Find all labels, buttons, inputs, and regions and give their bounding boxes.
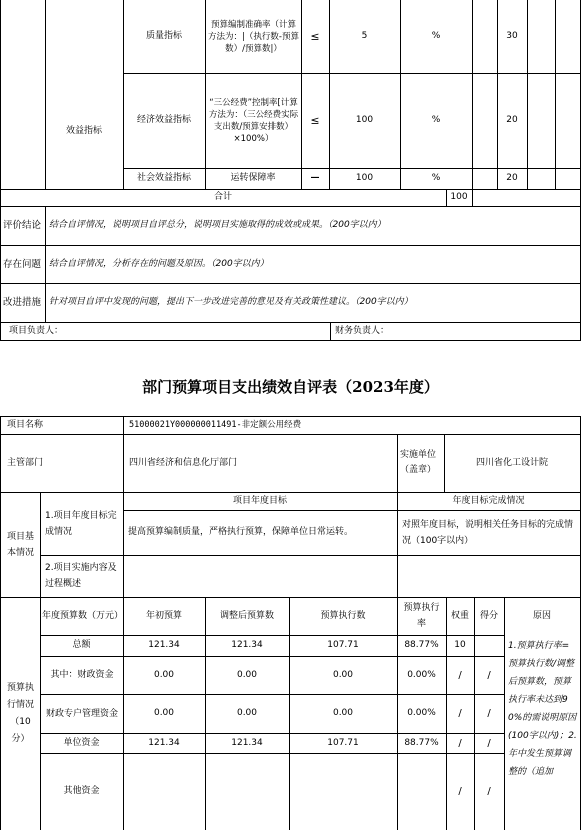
quality-operator: ≤ (310, 30, 320, 43)
row-special-initial: 0.00 (153, 708, 175, 718)
annual-goal-text: 提高预算编制质量，严格执行预算，保障单位日常运转。 (128, 527, 354, 537)
row-other-rate (397, 753, 446, 830)
row-total-label: 总额 (72, 640, 91, 650)
project-name-label: 项目名称 (7, 419, 44, 430)
row-special-score: / (487, 708, 491, 719)
row-fiscal-executed: 0.00 (332, 669, 354, 680)
budget-execution-label: 预算执行情况（10分） (6, 682, 34, 744)
header-execution-rate: 预算执行率 (403, 603, 440, 629)
row-unit-executed: 107.71 (327, 737, 359, 748)
improvement-text: 针对项目自评中发现的问题，提出下一步改进完善的意见及有关政策性建议。（200字以内） (49, 297, 413, 307)
row-unit-label: 单位资金 (63, 737, 100, 748)
improvement-label: 改进措施 (2, 297, 41, 308)
social-unit: % (431, 173, 441, 183)
page-title: 部门预算项目支出绩效自评表（2023年度） (142, 377, 439, 396)
header-score: 得分 (479, 611, 498, 621)
social-indicator-label: 社会效益指标 (136, 173, 191, 183)
header-weight: 权重 (450, 611, 469, 621)
row-unit-score: / (487, 737, 491, 749)
evaluation-label: 评价结论 (2, 220, 41, 231)
row-total-score (474, 635, 504, 656)
social-indicator-text: 运转保障率 (230, 173, 276, 183)
economic-indicator-label: 经济效益指标 (136, 115, 191, 125)
header-adjusted-budget: 调整后预算数 (219, 610, 274, 621)
implementing-unit-label: 实施单位（盖章） (400, 450, 437, 475)
quality-target: 5 (361, 31, 368, 41)
row-unit-initial: 121.34 (148, 737, 180, 748)
social-weight: 20 (506, 173, 518, 183)
header-initial-budget: 年初预算 (145, 610, 182, 621)
row-other-initial (123, 753, 205, 830)
project-name-value: 51000021Y000000011491-非定额公用经费 (129, 419, 302, 430)
project-leader-label: 项目负责人： (9, 325, 64, 336)
header-annual-budget: 年度预算数（万元） (42, 611, 124, 621)
row-total-weight: 10 (454, 640, 466, 650)
header-reason: 原因 (532, 610, 551, 621)
row-fiscal-initial: 0.00 (153, 669, 175, 680)
total-label: 合计 (213, 192, 232, 202)
row-fiscal-weight: / (458, 669, 462, 681)
economic-indicator-text: “三公经费”控制率[计算方法为：（三公经费实际支出数/预算安排数）×100%） (208, 97, 299, 144)
issue-text: 结合自评情况，分析存在的问题及原因。（200字以内） (49, 258, 269, 269)
social-target: 100 (355, 173, 374, 183)
row-other-score: / (487, 786, 491, 797)
row-special-weight: / (458, 708, 462, 719)
row-fiscal-score: / (487, 669, 491, 681)
row-fiscal-label: 其中：财政资金 (50, 670, 114, 680)
row-other-adjusted (205, 753, 289, 830)
goal-completion-text: 对照年度目标，说明相关任务目标的完成情况（100字以内） (402, 519, 574, 546)
reason-text: 1.预算执行率=预算执行数/调整后预算数，预算执行率未达到90%的需说明原因(100字以内)；2.年中发生预算调整的（追加 (508, 641, 577, 777)
row-other-weight: / (458, 786, 462, 797)
row-special-rate: 0.00% (407, 708, 436, 718)
economic-operator: ≤ (310, 114, 320, 127)
row-unit-adjusted: 121.34 (231, 737, 263, 748)
row-total-initial: 121.34 (148, 640, 180, 650)
annual-goal-label: 1.项目年度目标完成情况 (45, 510, 117, 537)
implementation-desc-label: 2.项目实施内容及过程概述 (45, 563, 117, 589)
finance-leader-label: 财务负责人： (335, 325, 390, 336)
row-special-executed: 0.00 (332, 708, 354, 718)
quality-indicator-label: 质量指标 (145, 31, 182, 41)
issue-label: 存在问题 (2, 258, 41, 270)
quality-weight: 30 (506, 31, 518, 41)
department-value: 四川省经济和信息化厅部门 (129, 457, 238, 468)
row-special-adjusted: 0.00 (236, 708, 258, 718)
row-unit-weight: / (458, 737, 462, 749)
goal-completion-header: 年度目标完成情况 (452, 495, 525, 506)
row-other-executed (289, 753, 397, 830)
annual-goal-header: 项目年度目标 (232, 495, 287, 506)
department-label: 主管部门 (7, 457, 44, 468)
row-total-executed: 107.71 (327, 640, 359, 650)
quality-indicator-text: 预算编制准确率（计算方法为：|（执行数-预算数）/预算数|） (208, 19, 299, 54)
economic-weight: 20 (506, 115, 518, 125)
row-special-label: 财政专户管理资金 (45, 708, 118, 719)
row-fiscal-adjusted: 0.00 (236, 669, 258, 680)
quality-unit: % (431, 31, 441, 41)
row-total-adjusted: 121.34 (231, 640, 263, 650)
basic-info-label: 项目基本情况 (6, 531, 34, 558)
row-total-rate: 88.77% (404, 640, 439, 650)
implementing-unit-value: 四川省化工设计院 (475, 457, 548, 468)
economic-unit: % (431, 115, 441, 125)
benefit-indicator-label: 效益指标 (65, 125, 102, 136)
evaluation-text: 结合自评情况，说明项目自评总分，说明项目实施取得的成效或成果。（200字以内） (49, 220, 386, 230)
row-other-label: 其他资金 (63, 786, 100, 796)
row-fiscal-rate: 0.00% (407, 669, 436, 680)
social-operator: — (310, 173, 320, 183)
total-value: 100 (450, 192, 468, 202)
header-executed: 预算执行数 (320, 610, 366, 621)
economic-target: 100 (355, 115, 374, 125)
row-unit-rate: 88.77% (404, 737, 439, 748)
